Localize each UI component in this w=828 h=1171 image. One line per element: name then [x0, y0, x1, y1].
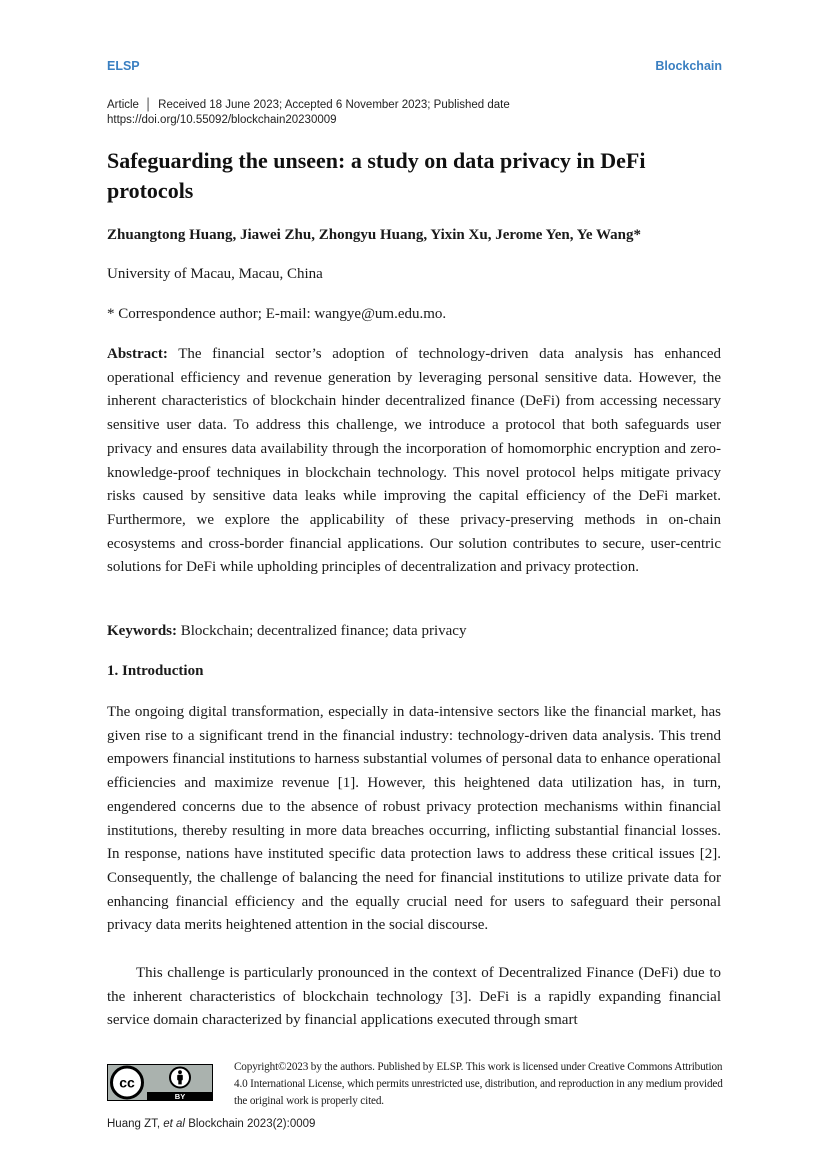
abstract-text: The financial sector’s adoption of technology-driven data analysis has enhanced operational efficiency and revenue generation by leveraging personal sensitive data. However, the inherent characteristics of blockchain hinder decentralized finance (DeFi) from accessing necessary sensitive user data. To address this challenge, we introduce a protocol that both safeguards user privacy and ensures data availability through the incorporation of homomorphic encryption and zero-knowledge-proof techniques in blockchain technology. This novel protocol helps mitigate privacy risks caused by sensitive data leaks while improving the capital efficiency of the DeFi market. Furthermore, we explore the applicability of these privacy-preserving methods in on-chain ecosystems and cross-border financial applications. Our solution contributes to secure, user-centric solutions for DeFi while upholding principles of decentralization and privacy protection.	[107, 346, 721, 576]
meta-separator: │	[144, 99, 153, 111]
copyright-notice: Copyright©2023 by the authors. Published by ELSP. This work is licensed under Creative Commons Attribution 4.0 International License, which permits unrestricted use, distribution, and reproduction in any medium provided the original work is properly cited.	[234, 1061, 723, 1107]
cc-by-license-badge[interactable]	[107, 1064, 213, 1101]
article-dates: Received 18 June 2023; Accepted 6 November 2023; Published date	[158, 99, 510, 111]
badge-by-text: BY	[174, 1092, 186, 1101]
publisher-name: ELSP	[107, 59, 140, 73]
footer-citation	[107, 1117, 315, 1132]
article-dates-line	[107, 98, 727, 113]
abstract	[107, 343, 721, 580]
article-meta	[107, 98, 727, 128]
cc-icon	[112, 1067, 143, 1098]
body-paragraph: The ongoing digital transformation, especially in data-intensive sectors like the financial market, has given rise to a significant trend in the financial industry: technology-driven data analysis. This trend empowers financial institutions to harness substantial volumes of personal data to enhance operational efficiencies and maximize revenue [1]. However, this heightened data utilization has, in turn, engendered concerns due to the absence of robust privacy protection mechanisms within financial institutions, thereby resulting in more data breaches occurring, inflicting substantial financial losses. In response, nations have instituted specific data protection laws to address these critical issues [2]. Consequently, the challenge of balancing the need for financial institutions to utilize private data for enhancing financial efficiency and the equally crucial need for users to safeguard their personal privacy data merits heightened attention in the social discourse.	[107, 704, 722, 934]
article-type: Article	[107, 99, 139, 111]
attribution-icon	[170, 1068, 190, 1088]
badge-cc-text: cc	[119, 1074, 135, 1091]
section-heading: 1. Introduction	[107, 663, 204, 679]
article-title: Safeguarding the unseen: a study on data privacy in DeFi protocols	[107, 148, 646, 203]
journal-name: Blockchain	[655, 59, 722, 73]
keywords	[107, 621, 721, 641]
abstract-label: Abstract:	[107, 346, 168, 362]
cite-etal: et al	[163, 1118, 185, 1130]
keywords-label: Keywords:	[107, 623, 177, 639]
running-header	[107, 59, 722, 75]
cite-rest: Blockchain 2023(2):0009	[185, 1118, 316, 1130]
affiliation: University of Macau, Macau, China	[107, 266, 323, 282]
correspondence-note: * Correspondence author; E-mail: wangye@um.edu.mo.	[107, 306, 447, 322]
cc-by-badge-graphic	[107, 1064, 213, 1101]
cite-author: Huang ZT,	[107, 1118, 164, 1130]
keywords-text: Blockchain; decentralized finance; data privacy	[177, 623, 467, 639]
body-paragraph: This challenge is particularly pronounced in the context of Decentralized Finance (DeFi) due to the inherent characteristics of blockchain technology [3]. DeFi is a rapidly expanding financial service domain characterized by financial applications executed through smart	[107, 965, 721, 1029]
article-doi[interactable]: https://doi.org/10.55092/blockchain20230009	[107, 114, 337, 126]
author-list: Zhuangtong Huang, Jiawei Zhu, Zhongyu Huang, Yixin Xu, Jerome Yen, Ye Wang*	[107, 227, 642, 243]
